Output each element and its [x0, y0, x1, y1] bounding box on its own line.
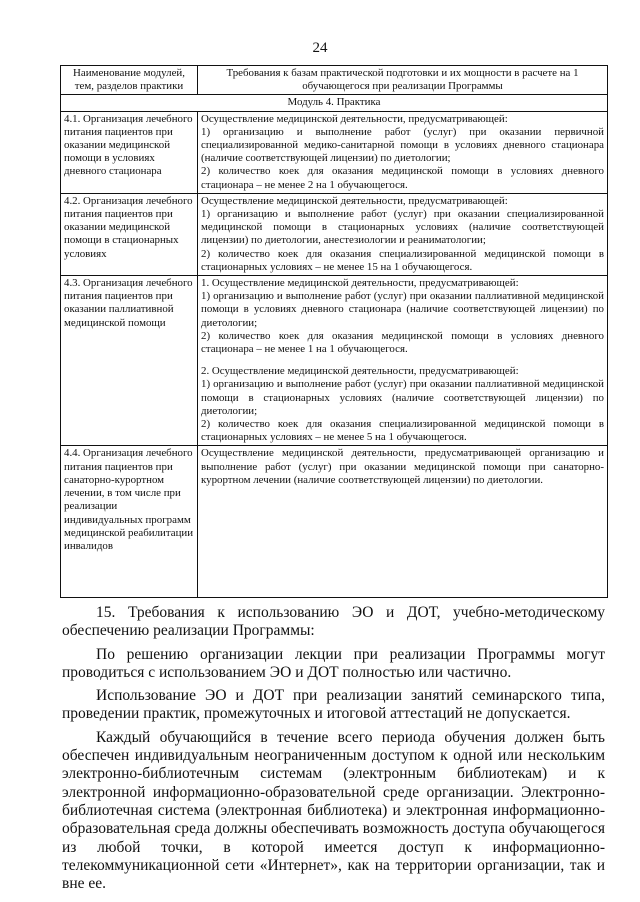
- table-row: [61, 111, 608, 193]
- module-row: [61, 95, 608, 111]
- row-requirements: [198, 111, 608, 193]
- section-body: [62, 604, 605, 898]
- row-name: 4.1. Организация лечебного питания пациентов при оказании медицинской помощи в условиях дневного стационара: [61, 111, 198, 193]
- requirement-paragraph: Осуществление медицинской деятельности, предусматривающей:: [201, 194, 508, 207]
- requirement-paragraph: 1) организацию и выполнение работ (услуг) при оказании паллиативной медицинской помощи в стационарных условиях (наличие соответствующей лицензии) по диетологии;: [201, 378, 604, 417]
- requirement-paragraph: 2) количество коек для оказания специализированной медицинской помощи в стационарных условиях – не менее 5 на 1 обучающегося.: [201, 418, 604, 444]
- body-paragraph: Использование ЭО и ДОТ при реализации занятий семинарского типа, проведении практик, промежуточных и итоговой аттестаций не допускается.: [62, 687, 605, 723]
- row-name: 4.2. Организация лечебного питания пациентов при оказании медицинской помощи в стационарных условиях: [61, 193, 198, 275]
- row-name: 4.3. Организация лечебного питания пациентов при оказании паллиативной медицинской помощи: [61, 276, 198, 446]
- requirement-paragraph: 1) организацию и выполнение работ (услуг) при оказании специализированной медицинской помощи в стационарных условиях (наличие соответствующей лицензии) по диетологии, анестезиологии и реаниматологии;: [201, 208, 604, 247]
- row-requirements: [198, 446, 608, 598]
- requirement-paragraph: 2) количество коек для оказания специализированной медицинской помощи в стационарных условиях – не менее 15 на 1 обучающегося.: [201, 247, 604, 273]
- body-paragraph: По решению организации лекции при реализации Программы могут проводиться с использованием ЭО и ДОТ полностью или частично.: [62, 645, 605, 681]
- table-header-row: [61, 66, 608, 95]
- requirements-table: [60, 65, 608, 598]
- module-title: Модуль 4. Практика: [61, 95, 608, 111]
- row-requirements: [198, 276, 608, 446]
- section-heading: 15. Требования к использованию ЭО и ДОТ, учебно-методическому обеспечению реализации Программы:: [62, 604, 605, 640]
- requirement-paragraph: 2) количество коек для оказания медицинской помощи в условиях дневного стационара – не менее 1 на 1 обучающегося.: [201, 329, 604, 356]
- requirement-paragraph: Осуществление медицинской деятельности, предусматривающей:: [201, 112, 508, 125]
- requirement-paragraph: 1. Осуществление медицинской деятельности, предусматривающей:: [201, 277, 519, 290]
- requirement-paragraph: 2) количество коек для оказания медицинской помощи в условиях дневного стационара – не менее 2 на 1 обучающегося.: [201, 165, 604, 191]
- table-row: [61, 276, 608, 446]
- table-row: [61, 193, 608, 275]
- table-row: [61, 446, 608, 598]
- requirement-paragraph: 2. Осуществление медицинской деятельности, предусматривающей:: [201, 365, 519, 378]
- requirement-paragraph: Осуществление медицинской деятельности, предусматривающей организацию и выполнение работ (услуг) при оказании медицинской помощи при санаторно-курортном лечении (наличие соответствующей лицензии) по диетологии.: [201, 447, 604, 486]
- body-paragraph: Каждый обучающийся в течение всего периода обучения должен быть обеспечен индивидуальным неограниченным доступом к одной или нескольким электронно-библиотечным системам (электронным библиотекам) и к электронной информационно-образовательной среде организации. Электронно-библиотечная система (электронная библиотека) и электронная информационно-образовательная среда должны обеспечивать возможность доступа обучающегося из любой точки, в которой имеется доступ к информационно-телекоммуникационной сети «Интернет», как на территории организации, так и вне ее.: [62, 728, 605, 893]
- row-name: 4.4. Организация лечебного питания пациентов при санаторно-курортном лечении, в том числе при реализации индивидуальных программ медицинской реабилитации инвалидов: [61, 446, 198, 598]
- page-number: 24: [312, 40, 328, 56]
- row-requirements: [198, 193, 608, 275]
- requirement-paragraph: 1) организацию и выполнение работ (услуг) при оказании первичной специализированной медико-санитарной помощи в условиях дневного стационара (наличие соответствующей лицензии) по диетологии;: [201, 125, 604, 165]
- header-modules: Наименование модулей, тем, разделов практики: [61, 66, 198, 95]
- requirement-paragraph: 1) организацию и выполнение работ (услуг) при оказании паллиативной медицинской помощи в условиях дневного стационара (наличие соответствующей лицензии) по диетологии;: [201, 290, 604, 329]
- header-requirements: Требования к базам практической подготовки и их мощности в расчете на 1 обучающегося при реализации Программы: [198, 66, 608, 95]
